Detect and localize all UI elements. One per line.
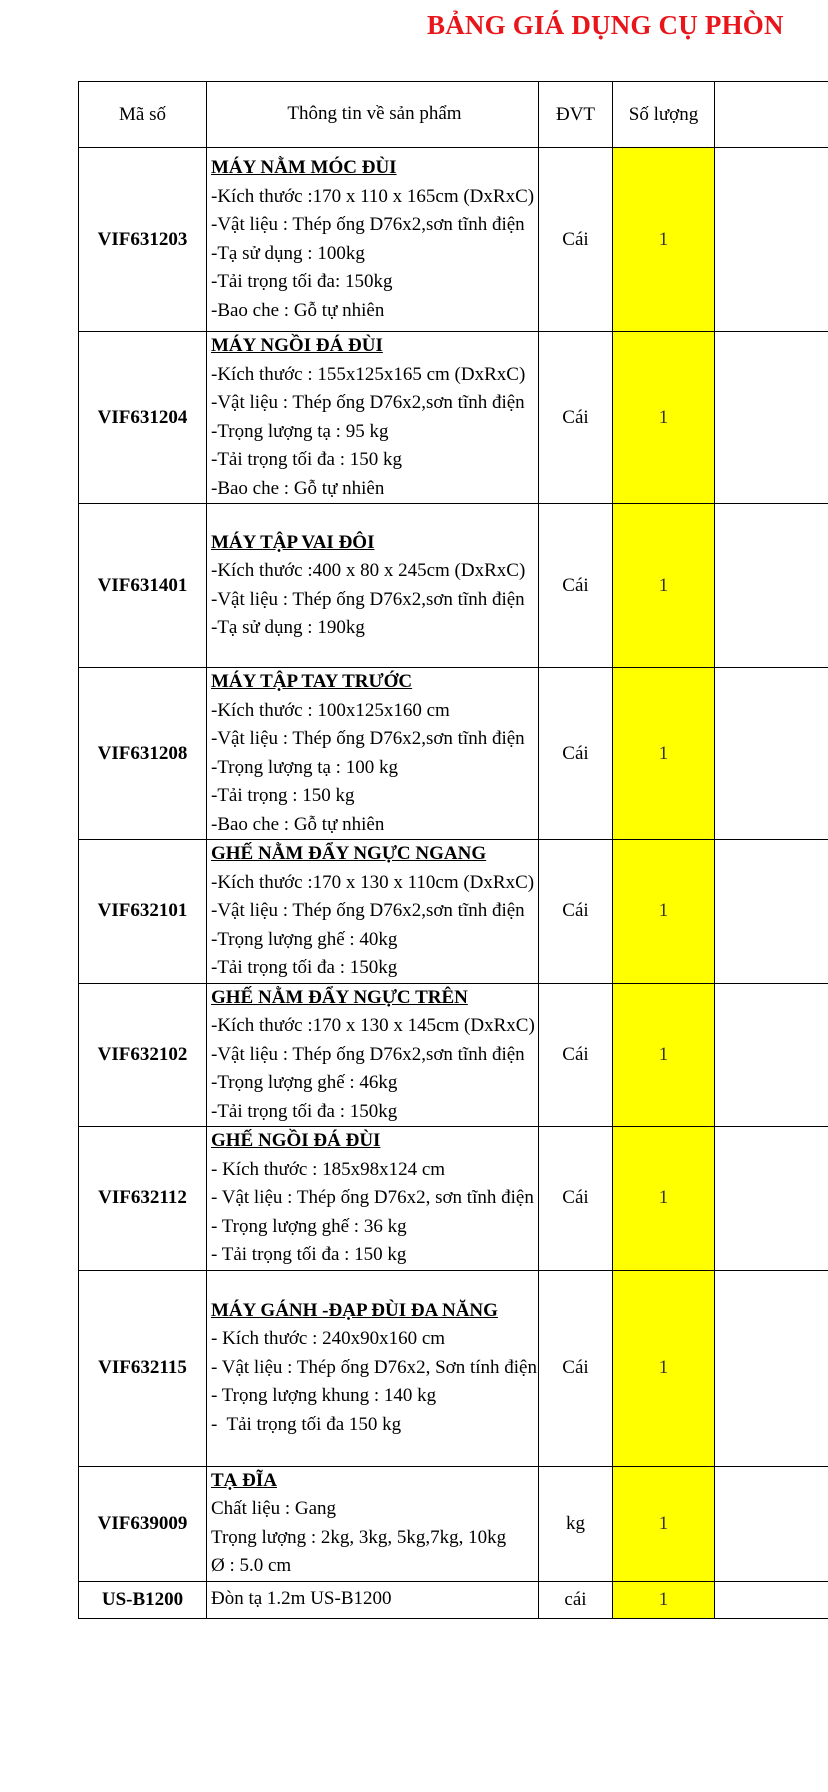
product-code: VIF631208: [79, 668, 207, 840]
table-row: [79, 983, 828, 1127]
product-qty: 1: [613, 504, 715, 668]
product-spec: - Vật liệu : Thép ống D76x2, Sơn tính điện: [211, 1356, 537, 1378]
product-spec: - Tải trọng tối đa : 150 kg: [211, 1244, 407, 1265]
product-qty: 1: [613, 668, 715, 840]
product-info: [207, 1581, 539, 1618]
table-row: [79, 840, 828, 984]
product-info: [207, 148, 539, 332]
page-title: BẢNG GIÁ DỤNG CỤ PHÒN: [427, 10, 784, 40]
header-qty: Số lượng: [613, 82, 715, 148]
header-info: Thông tin về sản phẩm: [207, 82, 539, 148]
product-info: [207, 1127, 539, 1271]
product-spec: -Trọng lượng ghế : 40kg: [211, 928, 398, 950]
product-qty: 1: [613, 983, 715, 1127]
product-qty: 1: [613, 1466, 715, 1581]
product-info: [207, 332, 539, 504]
product-qty: 1: [613, 1270, 715, 1466]
product-spec: -Tải trọng tối đa : 150kg: [211, 1100, 398, 1122]
product-name: MÁY TẬP TAY TRƯỚC: [211, 671, 413, 692]
extra-cell: [715, 840, 828, 984]
product-info: [207, 983, 539, 1127]
product-name: MÁY TẬP VAI ĐÔI: [211, 531, 375, 553]
product-spec: Trọng lượng : 2kg, 3kg, 5kg,7kg, 10kg: [211, 1526, 507, 1548]
product-spec: -Trọng lượng ghế : 46kg: [211, 1072, 398, 1093]
product-code: VIF639009: [79, 1466, 207, 1581]
product-code: VIF631401: [79, 504, 207, 668]
product-unit: Cái: [539, 840, 613, 984]
table-row: [79, 1270, 828, 1466]
product-spec: -Bao che : Gỗ tự nhiên: [211, 813, 385, 835]
product-spec: -Kích thước :170 x 110 x 165cm (DxRxC): [211, 185, 535, 207]
table-row: [79, 504, 828, 668]
product-name: MÁY NGỒI ĐÁ ĐÙI: [211, 335, 383, 356]
product-unit: Cái: [539, 504, 613, 668]
extra-cell: [715, 1581, 828, 1618]
product-name: MÁY NẰM MÓC ĐÙI: [211, 157, 397, 178]
table-header-row: [79, 82, 828, 148]
product-info: [207, 504, 539, 668]
product-spec: - Trọng lượng ghế : 36 kg: [211, 1215, 407, 1237]
product-code: VIF632101: [79, 840, 207, 984]
product-spec: - Kích thước : 240x90x160 cm: [211, 1328, 446, 1350]
product-info: [207, 1466, 539, 1581]
extra-cell: [715, 1127, 828, 1271]
table-row: [79, 668, 828, 840]
product-spec: Ø : 5.0 cm: [211, 1555, 292, 1576]
extra-cell: [715, 332, 828, 504]
product-unit: Cái: [539, 668, 613, 840]
product-spec: -Kích thước : 100x125x160 cm: [211, 699, 450, 721]
product-code: VIF632115: [79, 1270, 207, 1466]
product-unit: Cái: [539, 148, 613, 332]
product-spec: -Trọng lượng tạ : 100 kg: [211, 756, 398, 778]
product-unit: Cái: [539, 1127, 613, 1271]
product-spec: Đòn tạ 1.2m US-B1200: [211, 1588, 392, 1610]
product-spec: -Kích thước :170 x 130 x 145cm (DxRxC): [211, 1015, 535, 1036]
product-qty: 1: [613, 148, 715, 332]
product-qty: 1: [613, 1127, 715, 1271]
product-unit: kg: [539, 1466, 613, 1581]
product-spec: -Kích thước :170 x 130 x 110cm (DxRxC): [211, 871, 535, 893]
extra-cell: [715, 1270, 828, 1466]
product-spec: - Tải trọng tối đa 150 kg: [211, 1413, 402, 1435]
product-unit: Cái: [539, 1270, 613, 1466]
product-code: VIF631204: [79, 332, 207, 504]
product-spec: -Kích thước : 155x125x165 cm (DxRxC): [211, 363, 526, 385]
product-spec: -Trọng lượng tạ : 95 kg: [211, 420, 389, 442]
table-row: [79, 1127, 828, 1271]
product-spec: -Bao che : Gỗ tự nhiên: [211, 477, 385, 499]
product-name: GHẾ NẰM ĐẨY NGỰC TRÊN: [211, 986, 468, 1008]
product-spec: -Vật liệu : Thép ống D76x2,sơn tĩnh điện: [211, 728, 525, 749]
extra-cell: [715, 1466, 828, 1581]
price-table: [78, 81, 828, 1619]
product-code: VIF632112: [79, 1127, 207, 1271]
product-spec: -Vật liệu : Thép ống D76x2,sơn tĩnh điện: [211, 900, 525, 921]
product-spec: -Tạ sử dụng : 100kg: [211, 242, 365, 264]
table-row: [79, 332, 828, 504]
product-name: GHẾ NẰM ĐẨY NGỰC NGANG: [211, 843, 487, 864]
product-spec: -Vật liệu : Thép ống D76x2,sơn tĩnh điện: [211, 214, 525, 235]
product-info: [207, 840, 539, 984]
header-unit: ĐVT: [539, 82, 613, 148]
product-code: VIF631203: [79, 148, 207, 332]
product-qty: 1: [613, 1581, 715, 1618]
product-spec: - Vật liệu : Thép ống D76x2, sơn tĩnh điện: [211, 1187, 534, 1208]
product-code: VIF632102: [79, 983, 207, 1127]
product-spec: - Trọng lượng khung : 140 kg: [211, 1385, 437, 1407]
product-unit: Cái: [539, 332, 613, 504]
product-name: MÁY GÁNH -ĐẠP ĐÙI ĐA NĂNG: [211, 1299, 498, 1321]
product-spec: -Kích thước :400 x 80 x 245cm (DxRxC): [211, 560, 526, 581]
extra-cell: [715, 504, 828, 668]
product-name: GHẾ NGỒI ĐÁ ĐÙI: [211, 1130, 381, 1151]
product-spec: -Vật liệu : Thép ống D76x2,sơn tĩnh điện: [211, 588, 525, 610]
table-row: [79, 1466, 828, 1581]
product-spec: Chất liệu : Gang: [211, 1498, 337, 1519]
product-info: [207, 668, 539, 840]
product-info: [207, 1270, 539, 1466]
product-spec: -Tải trọng : 150 kg: [211, 785, 355, 806]
extra-cell: [715, 668, 828, 840]
product-unit: cái: [539, 1581, 613, 1618]
product-spec: - Kích thước : 185x98x124 cm: [211, 1158, 446, 1180]
extra-cell: [715, 148, 828, 332]
product-spec: -Tạ sử dụng : 190kg: [211, 617, 365, 638]
product-qty: 1: [613, 332, 715, 504]
table-row: [79, 148, 828, 332]
product-qty: 1: [613, 840, 715, 984]
product-name: TẠ ĐĨA: [211, 1469, 277, 1491]
product-spec: -Tải trọng tối đa: 150kg: [211, 271, 393, 292]
header-code: Mã số: [79, 82, 207, 148]
product-spec: -Vật liệu : Thép ống D76x2,sơn tĩnh điện: [211, 392, 525, 413]
product-spec: -Tải trọng tối đa : 150kg: [211, 957, 398, 978]
product-code: US-B1200: [79, 1581, 207, 1618]
product-spec: -Bao che : Gỗ tự nhiên: [211, 299, 385, 321]
header-extra: [715, 82, 828, 148]
product-spec: -Tải trọng tối đa : 150 kg: [211, 449, 403, 470]
product-spec: -Vật liệu : Thép ống D76x2,sơn tĩnh điện: [211, 1043, 525, 1065]
product-unit: Cái: [539, 983, 613, 1127]
table-row: [79, 1581, 828, 1618]
extra-cell: [715, 983, 828, 1127]
